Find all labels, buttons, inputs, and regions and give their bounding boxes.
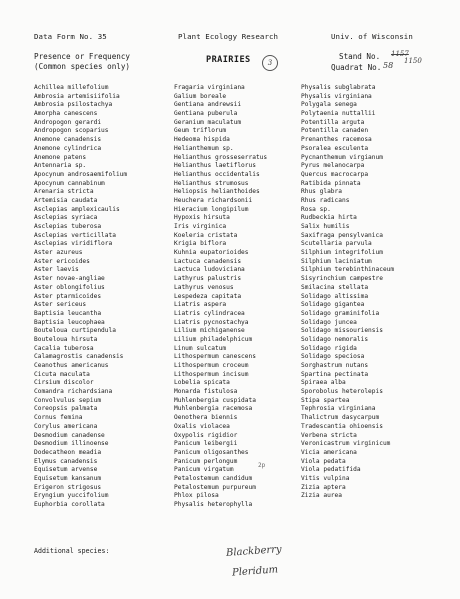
species-item: Sisyrinchium campestre <box>301 275 383 283</box>
species-column-middle <box>174 84 267 510</box>
species-item: Lactuca ludoviciana <box>174 266 245 274</box>
species-item: Corylus americana <box>34 422 98 430</box>
species-item: Sorghastrum nutans <box>301 362 369 369</box>
species-item: Polygala senega <box>301 101 357 109</box>
species-item: Asclepias verticillata <box>34 231 116 239</box>
species-item: Tradescantia ohioensis <box>301 422 383 430</box>
species-item: Silphium laciniatum <box>301 257 372 265</box>
species-item: Liatris cylindracea <box>174 309 245 317</box>
species-item: Lilium michiganense <box>174 327 245 335</box>
species-item: Desmodium illinoense <box>34 440 109 448</box>
species-item: Rosa sp. <box>301 205 331 213</box>
species-item: Anemone cylindrica <box>34 144 102 152</box>
species-item: Helianthus strumosus <box>174 179 249 187</box>
stand-value: 1157 <box>391 50 409 58</box>
species-item: Cirsium discolor <box>34 379 94 387</box>
species-item: Cacalia tuberosa <box>34 344 94 352</box>
species-item: Krigia biflora <box>174 240 227 248</box>
species-item: Solidago speciosa <box>301 353 365 361</box>
species-item: Viola pedata <box>301 457 346 465</box>
handwritten-species-1: Blackberry <box>225 544 283 559</box>
species-item: Rhus glabra <box>301 188 342 196</box>
species-item: Aster azureus <box>34 249 83 257</box>
species-item: Spiraea alba <box>301 379 346 387</box>
species-item: Thalictrum dasycarpum <box>301 414 380 422</box>
species-item: Silphium terebinthinaceum <box>301 266 395 274</box>
species-item: Prenanthes racemosa <box>301 136 372 144</box>
species-item: Liatris aspera <box>174 301 227 309</box>
species-item: Gentiana puberula <box>174 110 238 118</box>
species-item: Iris virginica <box>174 223 227 230</box>
species-item: Apocynum androsaemifolium <box>34 170 128 178</box>
species-item: Aster ptarmicoides <box>34 292 102 300</box>
species-item: Andropogon scoparius <box>34 127 109 135</box>
species-item: Aster sericeus <box>34 301 87 309</box>
species-item: Koeleria cristata <box>174 231 238 239</box>
form-institution: Univ. of Wisconsin <box>331 32 413 41</box>
species-item: Asclepias tuberosa <box>34 223 102 230</box>
species-item: Amorpha canescens <box>34 110 98 118</box>
species-item: Equisetum arvense <box>34 466 98 474</box>
species-item: Petalostemum purpureum <box>174 483 256 491</box>
species-item: Lactuca canadensis <box>174 257 242 265</box>
species-item: Fragaria virginiana <box>174 84 245 91</box>
species-item: Aster novae-angliae <box>34 275 105 283</box>
species-item: Spartina pectinata <box>301 370 369 378</box>
circled-number: 3 <box>262 55 278 71</box>
species-item: Convolvulus sepium <box>34 396 102 404</box>
species-item: Sporobolus heterolepis <box>301 388 383 396</box>
species-item: Asclepias syriaca <box>34 214 98 222</box>
species-item: Scutellaria parvula <box>301 240 372 248</box>
species-item: Aster ericoides <box>34 257 90 265</box>
species-item: Lathyrus venosus <box>174 283 234 291</box>
species-item: Solidago rigida <box>301 344 357 352</box>
species-item: Cornus femina <box>34 414 83 422</box>
species-item: Elymus canadensis <box>34 457 98 465</box>
species-item: Petalostemum candidum <box>174 474 253 482</box>
species-item: Anemone patens <box>34 153 87 161</box>
species-item: Phlox pilosa <box>174 492 219 500</box>
species-item: Stipa spartea <box>301 396 350 404</box>
species-item: Bouteloua hirsuta <box>34 335 98 343</box>
species-item: Heuchera richardsonii <box>174 196 253 204</box>
species-item: Apocynum cannabinum <box>34 179 105 187</box>
species-item: Andropogon gerardi <box>34 118 102 126</box>
species-item: Panicum perlongum <box>174 457 238 465</box>
species-item: Lespedeza capitata <box>174 292 242 300</box>
species-item: Solidago altissima <box>301 292 369 300</box>
species-item: Rudbeckia hirta <box>301 214 357 222</box>
species-item: Saxifraga pensylvanica <box>301 231 383 239</box>
species-item: Antennaria sp. <box>34 162 87 170</box>
species-item: Aster oblongifolius <box>34 283 105 291</box>
species-item: Oxalis violacea <box>174 422 230 430</box>
species-item: Solidago juncea <box>301 318 357 326</box>
species-item: Oenothera biennis <box>174 414 238 422</box>
species-item: Anemone canadensis <box>34 136 102 144</box>
species-item: Lobelia spicata <box>174 379 230 387</box>
species-item: Muhlenbergia cuspidata <box>174 396 256 404</box>
species-item: Vitis vulpina <box>301 474 350 482</box>
species-item: Viola pedatifida <box>301 466 361 474</box>
species-item: Helianthus occidentalis <box>174 170 260 178</box>
species-item: Salix humilis <box>301 223 350 230</box>
species-item: Physalis subglabrata <box>301 84 376 91</box>
species-item: Potentilla canaden <box>301 127 369 135</box>
species-item: Asclepias viridiflora <box>34 240 113 248</box>
species-item: Zizia aptera <box>301 483 346 491</box>
species-item: Verbena stricta <box>301 431 357 439</box>
species-item: Zizia aurea <box>301 492 342 500</box>
species-item: Equisetum kansanum <box>34 474 102 482</box>
extra-value: 1150 <box>404 57 422 65</box>
margin-note: 2p <box>258 462 266 469</box>
species-item: Psoralea esculenta <box>301 144 369 152</box>
species-item: Bouteloua curtipendula <box>34 327 116 335</box>
presence-label: Presence or Frequency <box>34 52 131 61</box>
species-item: Galium boreale <box>174 92 227 100</box>
species-item: Baptisia leucophaea <box>34 318 105 326</box>
species-item: Pyrus melanocarpa <box>301 162 365 170</box>
species-item: Euphorbia corollata <box>34 501 105 508</box>
common-species-label: (Common species only) <box>34 62 131 71</box>
additional-species-label: Additional species: <box>34 547 110 555</box>
species-item: Artemisia caudata <box>34 196 98 204</box>
species-item: Helianthemum sp. <box>174 144 234 152</box>
species-item: Rhus radicans <box>301 196 350 204</box>
species-item: Solidago missouriensis <box>301 327 383 335</box>
species-item: Dodecatheon meadia <box>34 448 102 456</box>
species-item: Baptisia leucantha <box>34 309 102 317</box>
species-item: Helianthus laetiflorus <box>174 162 256 170</box>
species-item: Ambrosia psilostachya <box>34 101 113 109</box>
species-item: Calamagrostis canadensis <box>34 353 124 361</box>
species-item: Cicuta maculata <box>34 370 90 378</box>
species-item: Oxypolis rigidior <box>174 431 238 439</box>
species-item: Achillea millefolium <box>34 84 109 91</box>
species-item: Lithospermum croceum <box>174 362 249 369</box>
species-item: Physalis heterophylla <box>174 501 253 508</box>
species-item: Hieracium longipilum <box>174 205 249 213</box>
species-item: Hypoxis hirsuta <box>174 214 230 222</box>
species-item: Arenaria stricta <box>34 188 94 196</box>
page-title: PRAIRIES <box>206 55 251 65</box>
species-item: Panicum oligosanthes <box>174 448 249 456</box>
species-item: Ceanothus americanus <box>34 362 109 369</box>
species-item: Silphium integrifolium <box>301 249 383 257</box>
species-item: Muhlenbergia racemosa <box>174 405 253 413</box>
species-item: Physalis virginiana <box>301 92 372 100</box>
species-item: Linum sulcatum <box>174 344 227 352</box>
species-column-left <box>34 84 127 510</box>
stand-label: Stand No. <box>339 52 381 61</box>
species-item: Lilium philadelphicum <box>174 335 253 343</box>
species-item: Helianthus grosseserratus <box>174 153 268 161</box>
species-item: Solidago nemoralis <box>301 335 369 343</box>
species-column-right <box>301 84 394 501</box>
species-item: Monarda fistulosa <box>174 388 238 396</box>
species-item: Solidago gigantea <box>301 301 365 309</box>
handwritten-species-2: Pleridum <box>231 564 279 579</box>
species-item: Quercus macrocarpa <box>301 170 369 178</box>
quadrat-label: Quadrat No. <box>331 63 382 72</box>
species-item: Potentilla arguta <box>301 118 365 126</box>
species-item: Desmodium canadense <box>34 431 105 439</box>
species-item: Coreopsis palmata <box>34 405 98 413</box>
species-item: Gentiana andrewsii <box>174 101 242 109</box>
species-item: Ratibida pinnata <box>301 179 361 187</box>
species-item: Lithospermum canescens <box>174 353 256 361</box>
species-item: Kuhnia eupatorioides <box>174 249 249 257</box>
species-item: Eryngium yuccifolium <box>34 492 109 500</box>
species-item: Solidago graminifolia <box>301 309 380 317</box>
species-item: Tephrosia virginiana <box>301 405 376 413</box>
species-item: Liatris pycnostachya <box>174 318 249 326</box>
species-item: Hedeoma hispida <box>174 136 230 144</box>
species-item: Erigeron strigosus <box>34 483 102 491</box>
species-item: Comandra richardsiana <box>34 388 113 396</box>
species-item: Vicia americana <box>301 448 357 456</box>
species-item: Asclepias amplexicaulis <box>34 205 120 213</box>
species-item: Panicum virgatum <box>174 466 234 474</box>
form-number: Data Form No. 35 <box>34 32 107 41</box>
species-item: Aster laevis <box>34 266 79 274</box>
species-item: Geum triflorum <box>174 127 227 135</box>
species-item: Veronicastrum virginicum <box>301 440 391 448</box>
species-item: Lithospermum incisum <box>174 370 249 378</box>
form-center-heading: Plant Ecology Research <box>178 32 279 41</box>
species-item: Polytaenia nuttallii <box>301 110 376 118</box>
quadrat-value: 58 <box>383 61 394 70</box>
species-item: Pycnanthemum virgianum <box>301 153 383 161</box>
species-item: Heliopsis helianthoides <box>174 188 260 196</box>
species-item: Panicum leibergii <box>174 440 238 448</box>
species-item: Geranium maculatum <box>174 118 242 126</box>
species-item: Smilacina stellata <box>301 283 369 291</box>
species-item: Lathyrus palustris <box>174 275 242 283</box>
species-item: Ambrosia artemisiifolia <box>34 92 120 100</box>
